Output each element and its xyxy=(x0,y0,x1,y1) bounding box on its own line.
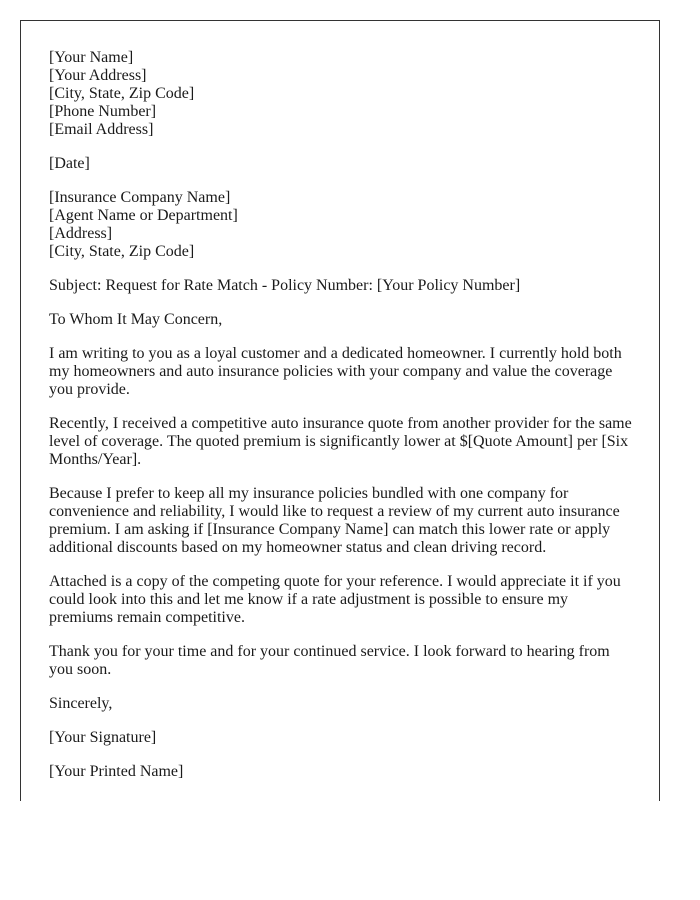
body-paragraph: Because I prefer to keep all my insurance policies bundled with one company for convenience and reliability, I would like to request a review of my current auto insurance premium. I am asking if [Insurance Company Name] can match this lower rate or apply additional discounts based on my homeowner status and clean driving record. xyxy=(49,485,620,556)
signature: [Your Signature] xyxy=(49,729,157,746)
recipient-address: [Address] xyxy=(49,225,113,242)
sender-city-state-zip: [City, State, Zip Code] xyxy=(49,85,195,102)
sender-address-block xyxy=(49,49,631,139)
letter-document xyxy=(20,20,660,801)
recipient-city-state-zip: [City, State, Zip Code] xyxy=(49,243,195,260)
date-block xyxy=(49,155,631,173)
sender-address: [Your Address] xyxy=(49,67,147,84)
body-paragraph: Thank you for your time and for your continued service. I look forward to hearing from you soon. xyxy=(49,643,610,678)
recipient-address-block xyxy=(49,189,631,261)
sender-name: [Your Name] xyxy=(49,49,134,66)
body-paragraph: Recently, I received a competitive auto insurance quote from another provider for the same level of coverage. The quoted premium is significantly lower at $[Quote Amount] per [Six Months/Year]. xyxy=(49,415,632,468)
closing: Sincerely, xyxy=(49,695,113,712)
subject-line: Subject: Request for Rate Match - Policy Number: [Your Policy Number] xyxy=(49,277,521,294)
salutation: To Whom It May Concern, xyxy=(49,311,223,328)
body-paragraph: Attached is a copy of the competing quote for your reference. I would appreciate it if you could look into this and let me know if a rate adjustment is possible to ensure my premiums remain competitive. xyxy=(49,573,621,626)
recipient-company: [Insurance Company Name] xyxy=(49,189,231,206)
sender-email: [Email Address] xyxy=(49,121,154,138)
printed-name: [Your Printed Name] xyxy=(49,763,184,780)
recipient-agent: [Agent Name or Department] xyxy=(49,207,238,224)
sender-phone: [Phone Number] xyxy=(49,103,157,120)
body-paragraph: I am writing to you as a loyal customer and a dedicated homeowner. I currently hold both my homeowners and auto insurance policies with your company and value the coverage you provide. xyxy=(49,345,622,398)
letter-date: [Date] xyxy=(49,155,90,172)
